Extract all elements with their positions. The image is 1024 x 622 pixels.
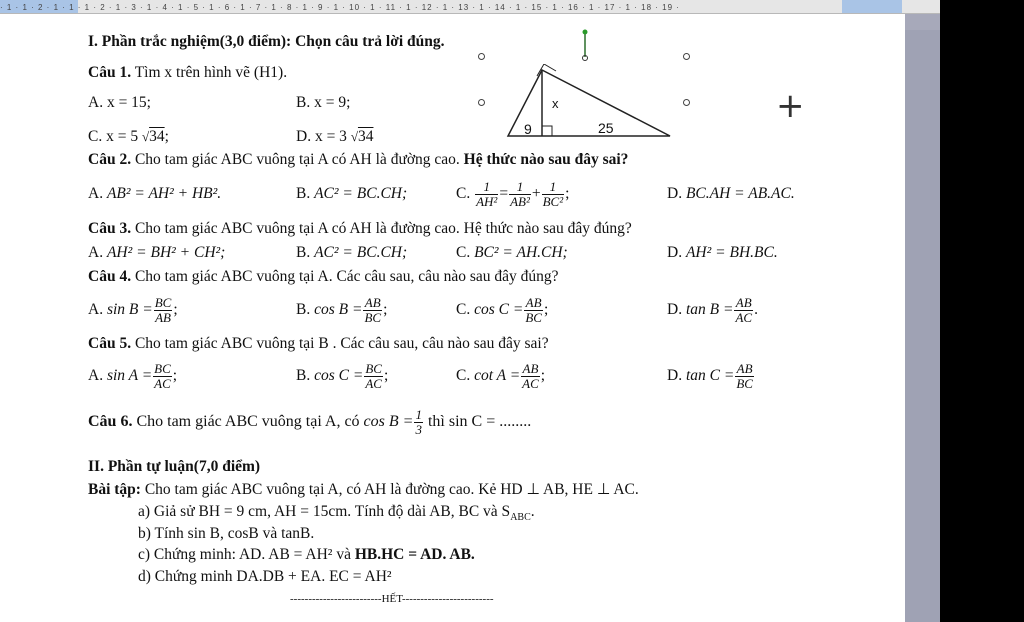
option-math: AC² = BC.CH; [314,244,408,261]
part-c-bold: HB.HC = AD. AB. [354,546,475,563]
exercise-part-d: d) Chứng minh DA.DB + EA. EC = AH² [138,568,392,585]
question-label: Câu 2. [88,151,132,168]
part-a-text: a) Giả sử BH = 9 cm, AH = 15cm. Tính độ dài AB, BC và S [138,503,511,520]
fraction: $\frac{AB}{BC}$ [736,360,753,391]
fraction: $\frac{AB}{AC}$ [735,294,753,325]
crosshair-cursor-icon: + [776,86,805,126]
q4-option-c: C. cos C = $\frac{AB}{BC}$ ; [456,294,549,325]
q1-option-a: A. x = 15; [88,94,151,111]
question-label: Câu 6. [88,413,133,430]
scrollbar-thumb[interactable] [905,30,940,622]
exercise-intro [88,481,639,499]
fraction: $\frac{AB}{BC}$ [525,294,542,325]
ruler-ticks: · 1 · 1 · 2 · 1 · 1 · 1 · 2 · 1 · 3 · 1 · 4 · 1 · 5 · 1 · 6 · 1 · 7 · 1 · 8 · 1 · 9 · 1 · 10 · 1 · 11 · 1 · 12 · 1 · 13 · 1 · 14 · 1 · 15 · 1 · 16 · 1 · 17 · 1 · 18 · 19 · [0,3,680,12]
q5-option-b: B. cos C = $\frac{BC}{AC}$ ; [296,360,389,391]
option-letter: C. [456,367,471,384]
question-label: Câu 1. [88,64,132,81]
fraction: $\frac{1}{3}$ [415,406,422,437]
option-letter: B. [296,244,311,261]
end-marker: -------------------------HẾT------------------------- [290,593,494,605]
q1-option-d: D. x = 3 √34 [296,128,374,145]
option-math: AH² = BH² + CH²; [106,244,226,261]
question-text: Cho tam giác ABC vuông tại B . Các câu sau, câu nào sau đây sai? [134,335,549,352]
option-letter: B. [296,367,311,384]
question-label: Câu 5. [88,335,132,352]
triangle-figure [500,64,685,144]
option-math: BC.AH = AB.AC. [685,185,795,202]
fraction: $\frac{AB}{BC}$ [364,294,382,325]
option-letter: C. [456,244,471,261]
option-letter: A. [88,185,104,202]
question-text: Cho tam giác ABC vuông tại A có AH là đường cao. Hệ thức nào sau đây đúng? [134,220,632,237]
question-label: Câu 4. [88,268,132,285]
figure-label-x: x [552,96,559,111]
option-letter: C. [456,185,471,202]
exercise-part-b: b) Tính sin B, cosB và tanB. [138,525,315,542]
q5-option-d: D. tan C = $\frac{AB}{BC}$ [667,360,753,391]
q5-option-c: C. cot A = $\frac{AB}{AC}$ ; [456,360,546,391]
question-text: Tìm x trên hình vẽ (H1). [134,64,288,81]
fraction: $\frac{BC}{AC}$ [365,360,382,391]
option-letter: D. [667,185,683,202]
question-label: Câu 3. [88,220,132,237]
option-letter: A. [88,301,104,318]
q3-option-b [296,244,407,262]
q1-option-b: B. x = 9; [296,94,351,111]
option-letter: C. [456,301,471,318]
option-letter: B. [296,301,311,318]
exercise-part-c [138,546,475,564]
q1-option-d-radicand: 34 [357,128,374,145]
section1-title: I. Phần trắc nghiệm(3,0 điểm): Chọn câu trả lời đúng. [88,33,445,50]
shape-handle[interactable] [478,53,485,60]
q2-option-a [88,185,221,203]
option-letter: D. [667,367,683,384]
exercise-label: Bài tập: [88,481,141,498]
shape-handle[interactable] [478,99,485,106]
q2-option-c: C. $\frac{1}{\text{AH²}}$ = $\frac{1}{\text{AB²}}$ + $\frac{1}{\text{BC²}}$ ; [456,178,570,209]
part-c-text: c) Chứng minh: AD. AB = AH² và [138,546,351,563]
window-background [940,0,1024,622]
option-math: AC² = BC.CH; [314,185,408,202]
question-3 [88,220,632,238]
fraction: $\frac{1}{\text{BC²}}$ [542,178,564,209]
question-text-end: thì sin C = ........ [427,413,532,430]
section2-title: II. Phần tự luận(7,0 điểm) [88,458,261,475]
fraction: $\frac{BC}{AC}$ [154,360,171,391]
q5-option-a: A. sin A = $\frac{BC}{AC}$ ; [88,360,178,391]
exercise-part-a [138,503,535,527]
text-cursor-icon [578,29,592,61]
option-math: AB² = AH² + HB². [106,185,222,202]
part-a-end: . [530,503,535,520]
question-5 [88,335,549,353]
q1-option-c-prefix: C. x = 5 [88,128,139,145]
figure-label-9: 9 [524,121,532,137]
fraction: $\frac{BC}{AB}$ [154,294,172,325]
option-letter: D. [667,244,683,261]
fraction: $\frac{1}{\text{AH²}}$ [476,178,498,209]
option-letter: D. [667,301,683,318]
option-letter: B. [296,185,311,202]
fraction: $\frac{1}{\text{AB²}}$ [510,178,530,209]
q1-option-c: C. x = 5 √34; [88,128,169,145]
figure-label-25: 25 [598,120,614,136]
fraction: $\frac{AB}{AC}$ [522,360,539,391]
q4-option-d: D. tan B = $\frac{AB}{AC}$ . [667,294,758,325]
q4-option-b: B. cos B = $\frac{AB}{BC}$ ; [296,294,388,325]
q4-option-a: A. sin B = $\frac{BC}{AB}$ ; [88,294,178,325]
option-math: BC² = AH.CH; [474,244,568,261]
question-6: Câu 6. Cho tam giác ABC vuông tại A, có cos B = $\frac{1}{3}$ thì sin C = ........ [88,406,532,437]
ruler[interactable] [0,0,940,14]
question-1 [88,64,287,82]
q2-option-d [667,185,795,203]
question-2 [88,151,628,169]
question-text: Cho tam giác ABC vuông tại A, có [136,413,360,430]
option-letter: A. [88,244,104,261]
exercise-text: Cho tam giác ABC vuông tại A, có AH là đường cao. Kẻ HD ⊥ AB, HE ⊥ AC. [144,481,639,498]
question-text-bold: Hệ thức nào sau đây sai? [463,151,629,168]
q1-option-c-suffix: ; [164,128,169,145]
part-a-subscript: ABC [510,512,531,524]
question-4 [88,268,559,286]
option-math: AH² = BH.BC. [685,244,778,261]
q1-option-c-radicand: 34 [149,128,165,145]
q3-option-d [667,244,778,262]
option-letter: A. [88,367,104,384]
q2-option-b [296,185,407,203]
q3-option-a [88,244,225,262]
question-text: Cho tam giác ABC vuông tại A có AH là đường cao. [134,151,460,168]
question-text: Cho tam giác ABC vuông tại A. Các câu sau, câu nào sau đây đúng? [134,268,559,285]
ruler-margin-right [842,0,902,13]
q1-option-d-prefix: D. x = 3 [296,128,347,145]
q3-option-c [456,244,568,262]
shape-handle[interactable] [683,53,690,60]
